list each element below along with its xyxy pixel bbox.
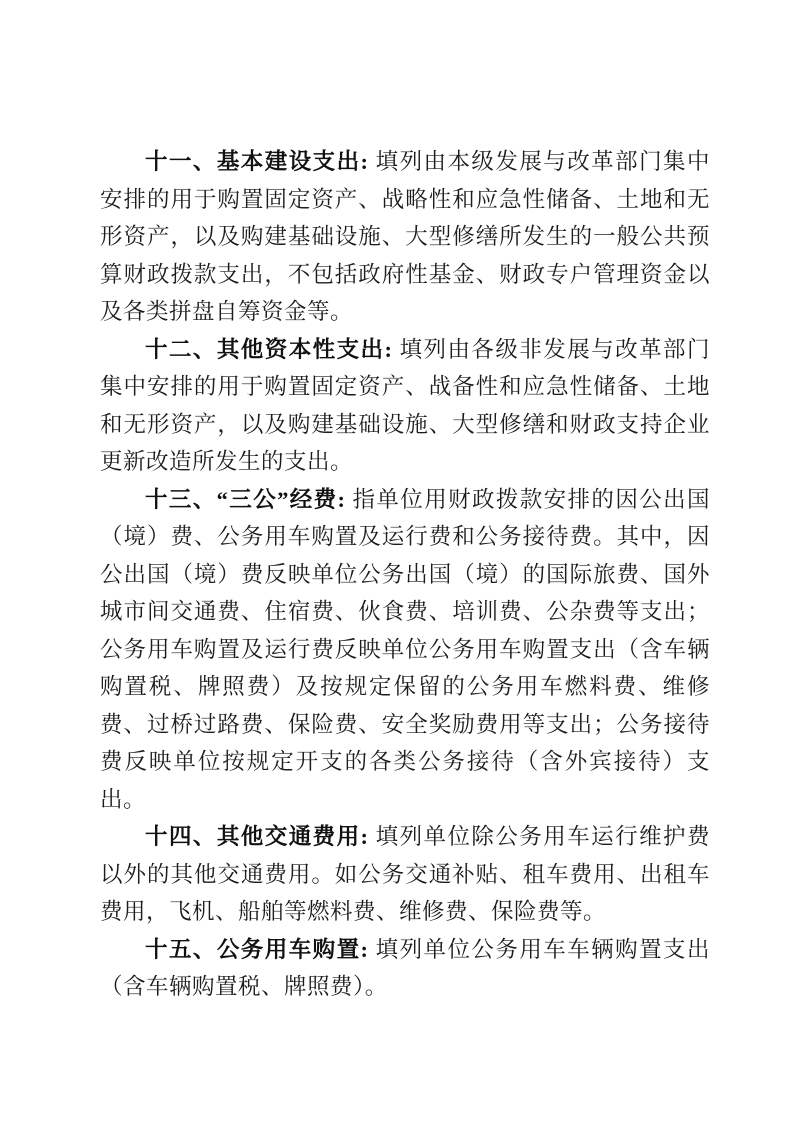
paragraph-item-14 xyxy=(100,818,710,931)
paragraph-body: 填列单位除公务用车运行维护费以外的其他交通费用。如公务交通补贴、租车费用、出租车费用，飞机、船舶等燃料费、维修费、保险费等。 xyxy=(100,824,710,924)
paragraph-heading: 十二、其他资本性支出: xyxy=(145,336,400,362)
paragraph-body: 填列由本级发展与改革部门集中安排的用于购置固定资产、战略性和应急性储备、土地和无形资产，以及购建基础设施、大型修缮所发生的一般公共预算财政拨款支出，不包括政府性基金、财政专户管理资金以及各类拼盘自筹资金等。 xyxy=(100,149,710,324)
paragraph-heading: 十五、公务用车购置: xyxy=(145,936,376,962)
paragraph-item-11 xyxy=(100,143,710,331)
paragraph-heading: 十一、基本建设支出: xyxy=(145,149,376,174)
paragraph-item-12 xyxy=(100,331,710,481)
text-block xyxy=(100,143,710,1006)
paragraph-heading: 十四、其他交通费用: xyxy=(145,824,376,849)
paragraph-body: 填列单位公务用车车辆购置支出（含车辆购置税、牌照费）。 xyxy=(100,936,710,999)
paragraph-body: 指单位用财政拨款安排的因公出国（境）费、公务用车购置及运行费和公务接待费。其中，因公出国（境）费反映单位公务出国（境）的国际旅费、国外城市间交通费、住宿费、伙食费、培训费、公杂费等支出；公务用车购置及运行费反映单位公务用车购置支出（含车辆购置税、牌照费）及按规定保留的公务用车燃料费、维修费、过桥过路费、保险费、安全奖励费用等支出；公务接待费反映单位按规定开支的各类公务接待（含外宾接待）支出。 xyxy=(100,486,710,812)
paragraph-item-15 xyxy=(100,931,710,1006)
paragraph-heading: 十三、“三公”经费: xyxy=(145,486,353,512)
paragraph-item-13 xyxy=(100,481,710,819)
paragraph-body: 填列由各级非发展与改革部门集中安排的用于购置固定资产、战备性和应急性储备、土地和无形资产，以及购建基础设施、大型修缮和财政支持企业更新改造所发生的支出。 xyxy=(100,336,710,474)
